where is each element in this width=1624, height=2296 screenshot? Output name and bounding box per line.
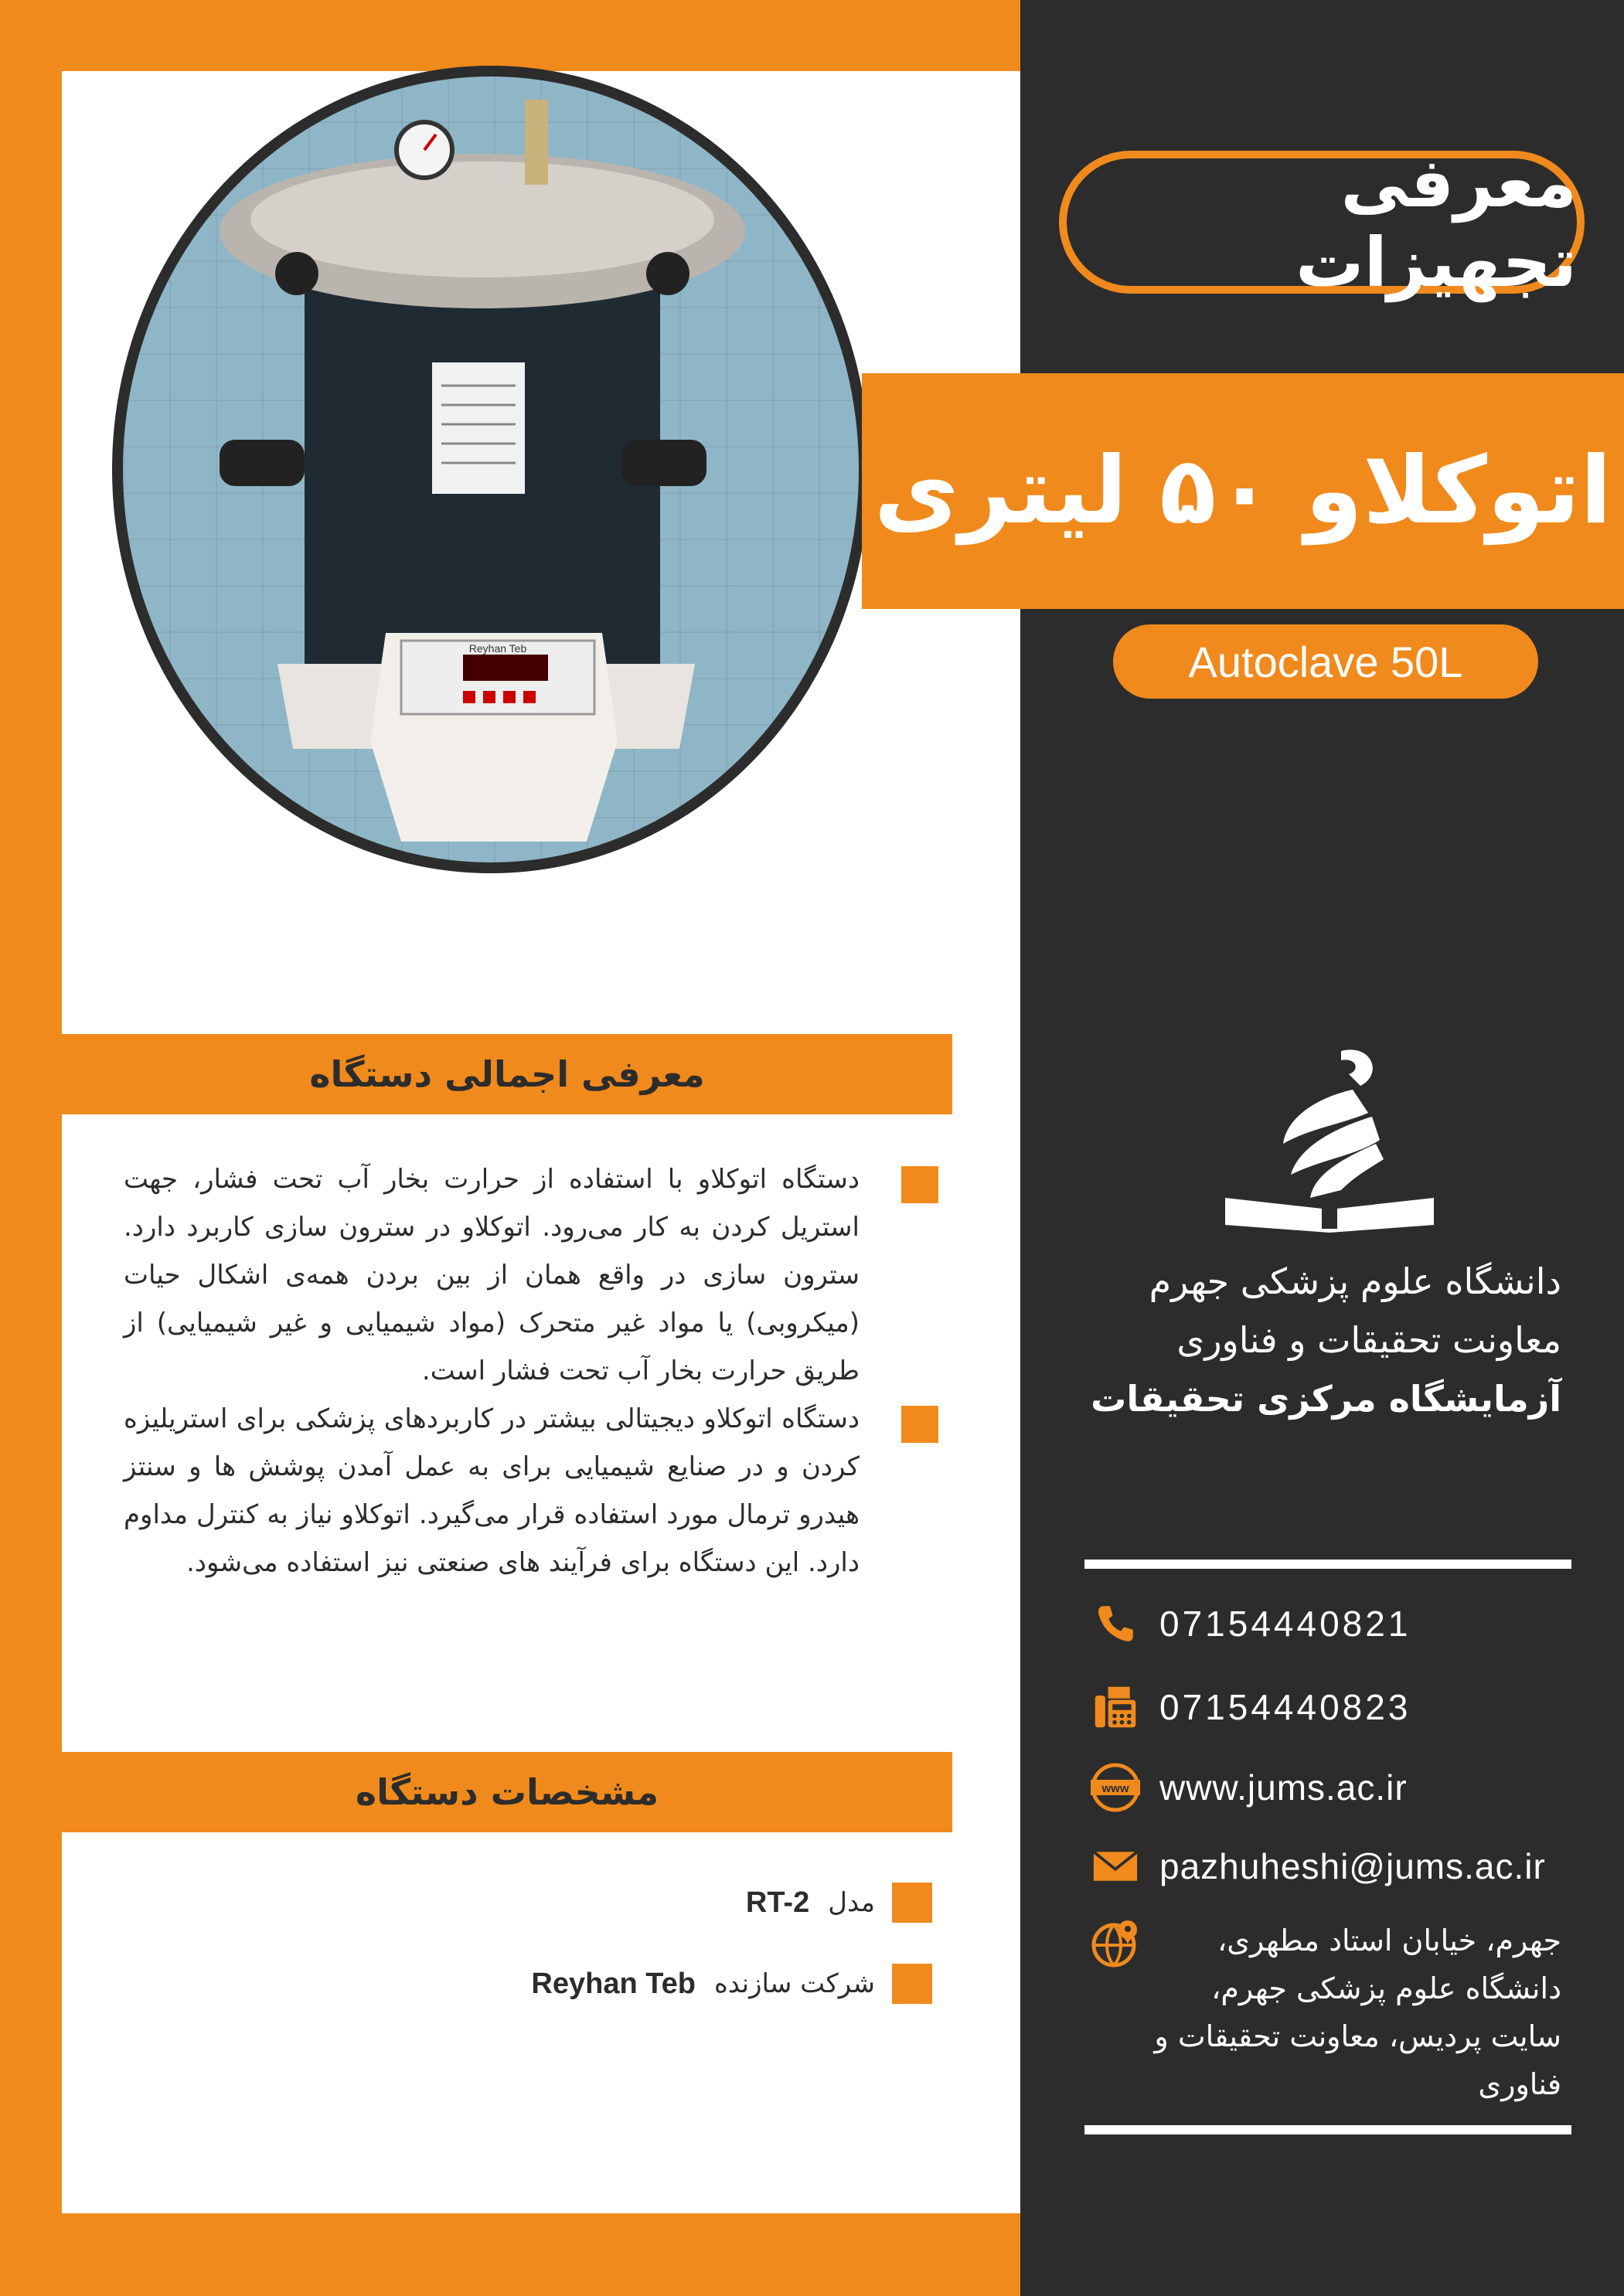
divider-bottom (1084, 2125, 1571, 2134)
spec-value: Reyhan Teb (531, 1967, 696, 2000)
bullet-square-icon (892, 1883, 932, 1923)
bullet-square-icon (892, 1964, 932, 2004)
university-department: معاونت تحقیقات و فناوری (1176, 1319, 1561, 1361)
device-photo-frame (112, 66, 870, 873)
address-text: جهرم، خیابان استاد مطهری، دانشگاه علوم پزشکی جهرم، سایت پردیس، معاونت تحقیقات و فناوری (1154, 1924, 1561, 2101)
intro-paragraph: دستگاه اتوکلاو دیجیتالی بیشتر در کاربردهای پزشکی برای استریلیزه کردن و در صنایع شیمیایی برای به عمل آمدن پوشش ها و سنتز هیدرو ترمال مورد استفاده قرار می‌گیرد. اتوکلاو نیاز به کنترل مداوم دارد. این دستگاه برای فرآیند های صنعتی نیز استفاده می‌شود. (124, 1395, 897, 1587)
website-link[interactable]: www.jums.ac.ir (1159, 1767, 1408, 1808)
contact-email (1088, 1839, 1546, 1893)
bullet-square-icon (901, 1166, 938, 1203)
intro-description (124, 1155, 897, 1587)
spec-row-model (746, 1879, 932, 1926)
divider-top (1084, 1560, 1571, 1569)
spec-label: مدل (828, 1887, 875, 1918)
intro-paragraph: دستگاه اتوکلاو با استفاده از حرارت بخار آب تحت فشار، جهت استریل کردن به کار می‌رود. اتوکلاو در سترون سازی کاربرد دارد. سترون سازی در واقع همان از بین بردن همه‌ی اشکال حیات (میکروبی) یا مواد غیر متحرک (مواد شیمیایی و غیر شیمیایی) از طریق حرارت بخار آب تحت فشار است. (124, 1155, 897, 1395)
contact-address-icon-wrap (1088, 1917, 1159, 1971)
device-photo (123, 77, 859, 862)
university-lab: آزمایشگاه مرکزی تحقیقات (1091, 1378, 1561, 1420)
contact-fax (1088, 1680, 1411, 1734)
email-link[interactable]: pazhuheshi@jums.ac.ir (1159, 1846, 1546, 1886)
university-name: دانشگاه علوم پزشکی جهرم (1149, 1260, 1561, 1302)
contact-website (1088, 1760, 1408, 1815)
section-title: معرفی تجهیزات (1059, 151, 1585, 294)
university-block (1067, 1252, 1561, 1428)
phone-icon (1088, 1597, 1142, 1651)
device-title-english: Autoclave 50L (1113, 624, 1538, 699)
control-panel-label: Reyhan Teb (468, 642, 527, 655)
intro-heading: معرفی اجمالی دستگاه (62, 1034, 952, 1114)
bullet-square-icon (901, 1406, 938, 1443)
location-icon (1088, 1917, 1142, 1971)
email-icon (1088, 1839, 1142, 1893)
phone-number[interactable]: 07154440821 (1159, 1604, 1411, 1644)
spec-row-manufacturer (531, 1961, 932, 2007)
spec-label: شرکت سازنده (713, 1968, 875, 1999)
web-icon (1088, 1760, 1142, 1815)
fax-icon (1088, 1680, 1142, 1734)
fax-number[interactable]: 07154440823 (1159, 1687, 1411, 1727)
device-title: اتوکلاو ۵۰ لیتری (862, 373, 1624, 609)
contact-phone (1088, 1597, 1411, 1651)
university-logo-icon (1225, 1043, 1434, 1233)
spec-value: RT-2 (745, 1886, 810, 1919)
specs-heading: مشخصات دستگاه (62, 1752, 952, 1832)
svg-text:www: www (1101, 1782, 1129, 1795)
